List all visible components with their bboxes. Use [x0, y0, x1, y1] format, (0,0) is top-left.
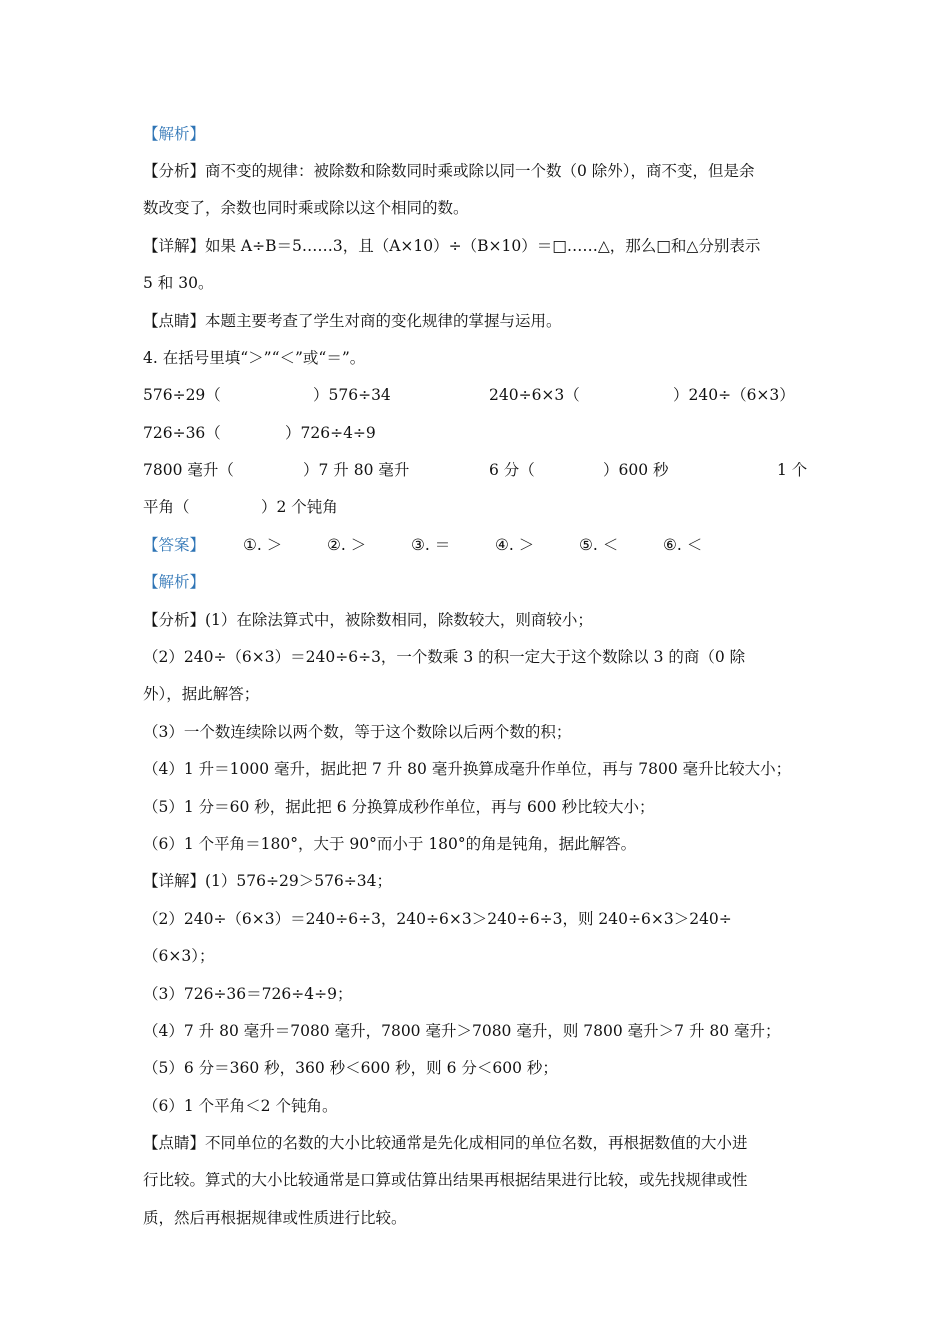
- analysis-xiangjie-line: （6）1 个平角＜2 个钝角。: [143, 1097, 338, 1115]
- q4-right: ）7 升 80 毫升: [303, 461, 410, 479]
- q3-right: ）726÷4÷9: [285, 424, 376, 442]
- analysis-fenxi-line: （2）240÷（6×3）＝240÷6÷3，一个数乘 3 的积一定大于这个数除以 3 的商（0 除: [143, 648, 746, 666]
- answer-label: 【答案】: [143, 536, 206, 554]
- analysis-fenxi-line: （6）1 个平角＝180°，大于 90°而小于 180°的角是钝角，据此解答。: [143, 835, 637, 853]
- q1-left: 576÷29（: [143, 386, 221, 404]
- answer-item-6: ⑥. ＜: [663, 536, 703, 554]
- analysis-dianjing-line: 质，然后再根据规律或性质进行比较。: [143, 1209, 407, 1227]
- answer-item-3: ③. ＝: [411, 536, 451, 554]
- xiangjie-line-1: 【详解】如果 A÷B＝5……3，且（A×10）÷（B×10）＝□……△，那么□和△分别表示: [143, 237, 761, 255]
- analysis-xiangjie-line: （3）726÷36＝726÷4÷9；: [143, 985, 353, 1003]
- jiexi-label: 【解析】: [143, 125, 206, 143]
- q5-right: ）600 秒: [603, 461, 669, 479]
- fenxi-line-1: 【分析】商不变的规律：被除数和除数同时乘或除以同一个数（0 除外），商不变，但是余: [143, 162, 755, 180]
- q3-left: 726÷36（: [143, 424, 221, 442]
- q6-left-part1: 1 个: [777, 461, 808, 479]
- q2-left: 240÷6×3（: [489, 386, 580, 404]
- fenxi-line-2: 数改变了，余数也同时乘或除以这个相同的数。: [143, 199, 469, 217]
- analysis-fenxi-line: 【分析】(1）在除法算式中，被除数相同，除数较大，则商较小；: [143, 611, 593, 629]
- analysis-dianjing-line: 行比较。算式的大小比较通常是口算或估算出结果再根据结果进行比较，或先找规律或性: [143, 1171, 748, 1189]
- dianjing-line: 【点睛】本题主要考查了学生对商的变化规律的掌握与运用。: [143, 312, 562, 330]
- q1-right: ）576÷34: [313, 386, 391, 404]
- analysis-fenxi-line: （5）1 分＝60 秒，据此把 6 分换算成秒作单位，再与 600 秒比较大小；: [143, 798, 655, 816]
- answer-item-1: ①. ＞: [243, 536, 283, 554]
- analysis-xiangjie-line: （5）6 分＝360 秒，360 秒＜600 秒，则 6 分＜600 秒；: [143, 1059, 558, 1077]
- analysis-xiangjie-line: （4）7 升 80 毫升＝7080 毫升，7800 毫升＞7080 毫升，则 7800 毫升＞7 升 80 毫升；: [143, 1022, 781, 1040]
- analysis-fenxi-line: （3）一个数连续除以两个数，等于这个数除以后两个数的积；: [143, 723, 572, 741]
- answer-item-2: ②. ＞: [327, 536, 367, 554]
- analysis-jiexi-label: 【解析】: [143, 573, 206, 591]
- answer-item-4: ④. ＞: [495, 536, 535, 554]
- analysis-xiangjie-line: 【详解】(1）576÷29＞576÷34；: [143, 872, 392, 890]
- analysis-fenxi-line: （4）1 升＝1000 毫升，据此把 7 升 80 毫升换算成毫升作单位，再与 7800 毫升比较大小；: [143, 760, 792, 778]
- q6-right: ）2 个钝角: [261, 498, 338, 516]
- q4-left: 7800 毫升（: [143, 461, 234, 479]
- analysis-xiangjie-line: （6×3）；: [143, 947, 215, 965]
- analysis-fenxi-line: 外），据此解答；: [143, 685, 260, 703]
- question-title: 4. 在括号里填“＞”“＜”或“＝”。: [143, 349, 366, 367]
- analysis-xiangjie-line: （2）240÷（6×3）＝240÷6÷3，240÷6×3＞240÷6÷3，则 240÷6×3＞240÷: [143, 910, 732, 928]
- q6-left-part2: 平角（: [143, 498, 190, 516]
- q2-right: ）240÷（6×3）: [673, 386, 795, 404]
- document-page: [143, 0, 813, 1344]
- answer-item-5: ⑤. ＜: [579, 536, 619, 554]
- q5-left: 6 分（: [489, 461, 535, 479]
- analysis-dianjing-line: 【点睛】不同单位的名数的大小比较通常是先化成相同的单位名数，再根据数值的大小进: [143, 1134, 748, 1152]
- xiangjie-line-2: 5 和 30。: [143, 274, 214, 292]
